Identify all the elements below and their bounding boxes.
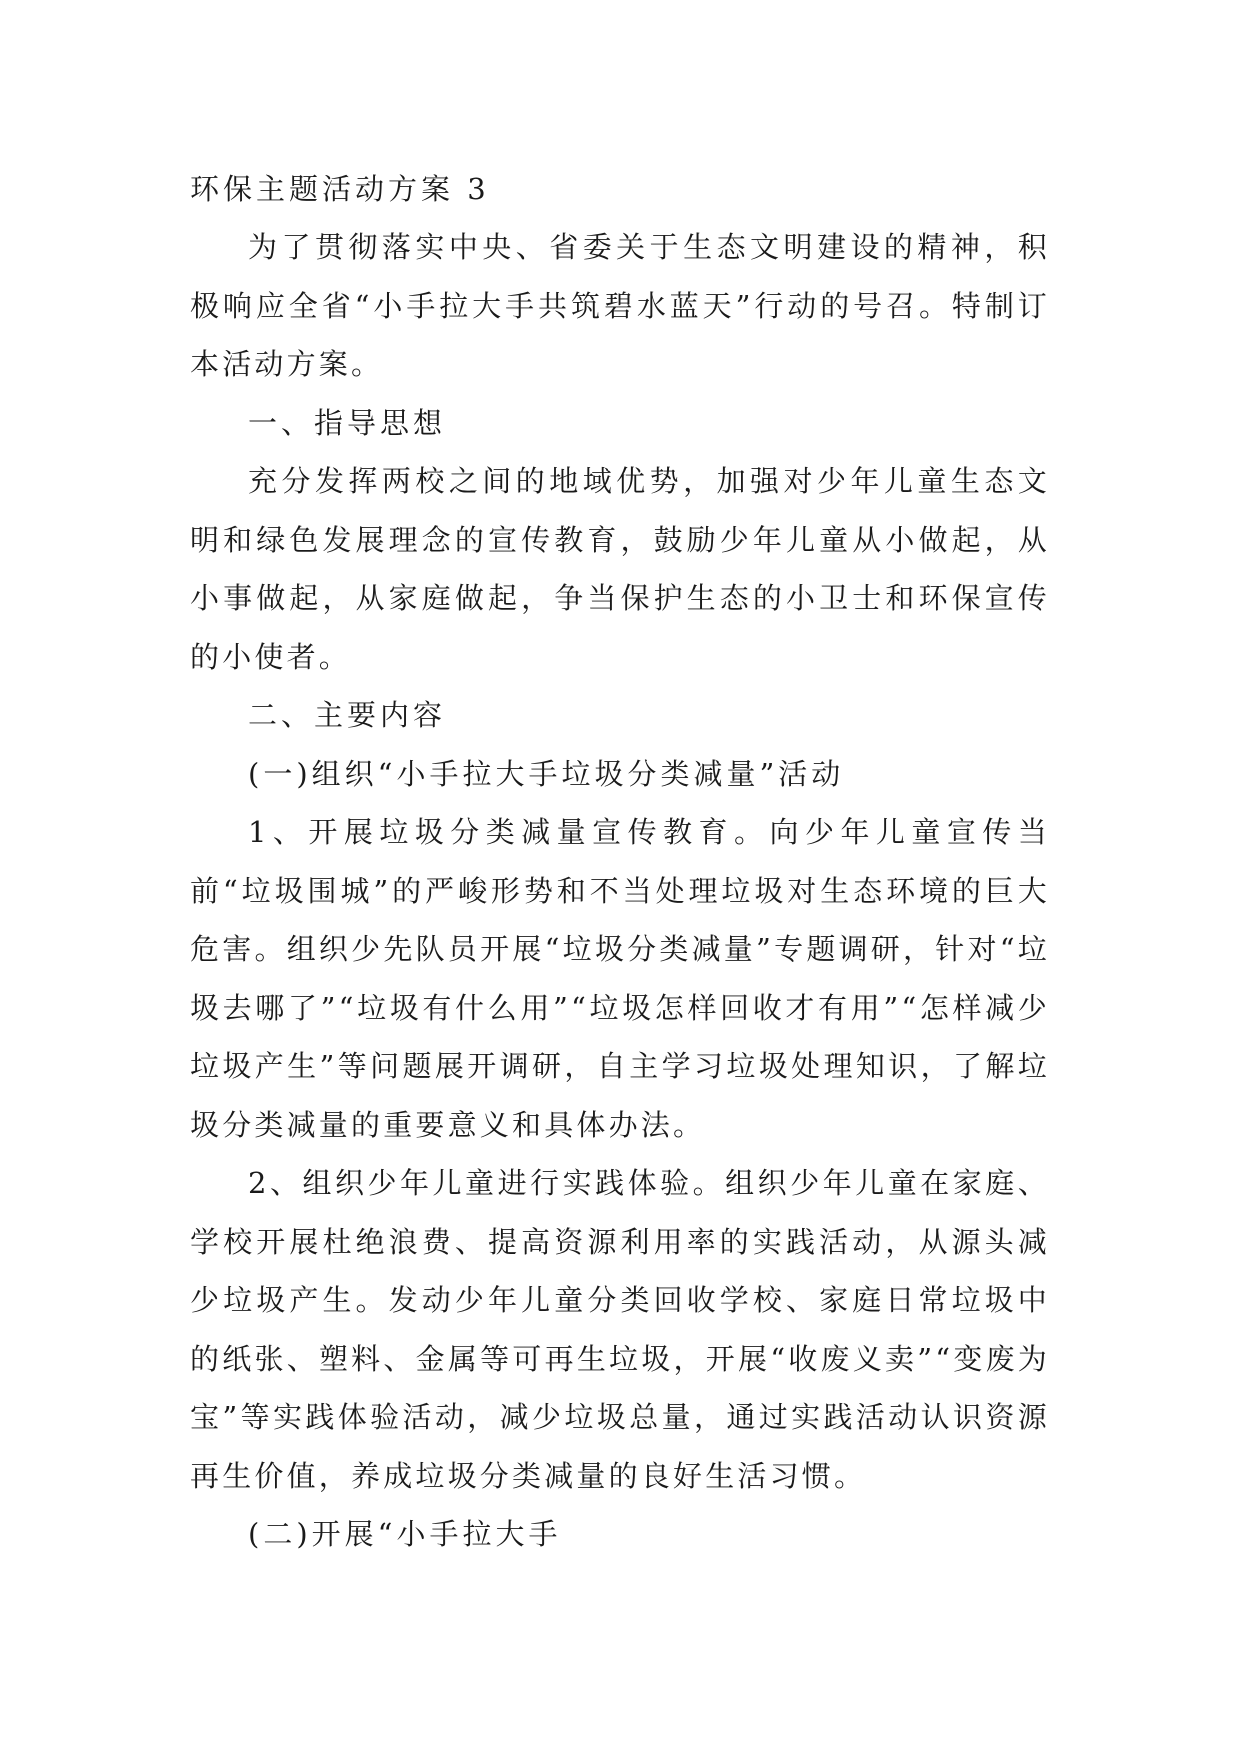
section-heading-guiding-thought: 一、指导思想 — [248, 405, 447, 440]
section-heading-main-content: 二、主要内容 — [248, 698, 447, 732]
document-body — [190, 160, 1050, 1564]
guiding-thought-paragraph: 充分发挥两校之间的地域优势，加强对少年儿童生态文明和绿色发展理念的宣传教育，鼓励少年儿童从小做起，从小事做起，从家庭做起，争当保护生态的小卫士和环保宣传的小使者。 — [190, 464, 1050, 674]
document-title: 环保主题活动方案 3 — [190, 172, 490, 206]
subsection-heading-1: (一)组织“小手拉大手垃圾分类减量”活动 — [248, 756, 845, 791]
item-2-paragraph: 2、组织少年儿童进行实践体验。组织少年儿童在家庭、学校开展杜绝浪费、提高资源利用率的实践活动，从源头减少垃圾产生。发动少年儿童分类回收学校、家庭日常垃圾中的纸张、塑料、金属等可再生垃圾，开展“收废义卖”“变废为宝”等实践体验活动，减少垃圾总量，通过实践活动认识资源再生价值，养成垃圾分类减量的良好生活习惯。 — [190, 1166, 1050, 1493]
subsection-heading-2: (二)开展“小手拉大手 — [248, 1517, 562, 1551]
intro-paragraph: 为了贯彻落实中央、省委关于生态文明建设的精神，积极响应全省“小手拉大手共筑碧水蓝天”行动的号召。特制订本活动方案。 — [190, 230, 1050, 381]
item-1-paragraph: 1、开展垃圾分类减量宣传教育。向少年儿童宣传当前“垃圾围城”的严峻形势和不当处理垃圾对生态环境的巨大危害。组织少先队员开展“垃圾分类减量”专题调研，针对“垃圾去哪了”“垃圾有什么用”“垃圾怎样回收才有用”“怎样减少垃圾产生”等问题展开调研，自主学习垃圾处理知识，了解垃圾分类减量的重要意义和具体办法。 — [190, 815, 1050, 1142]
